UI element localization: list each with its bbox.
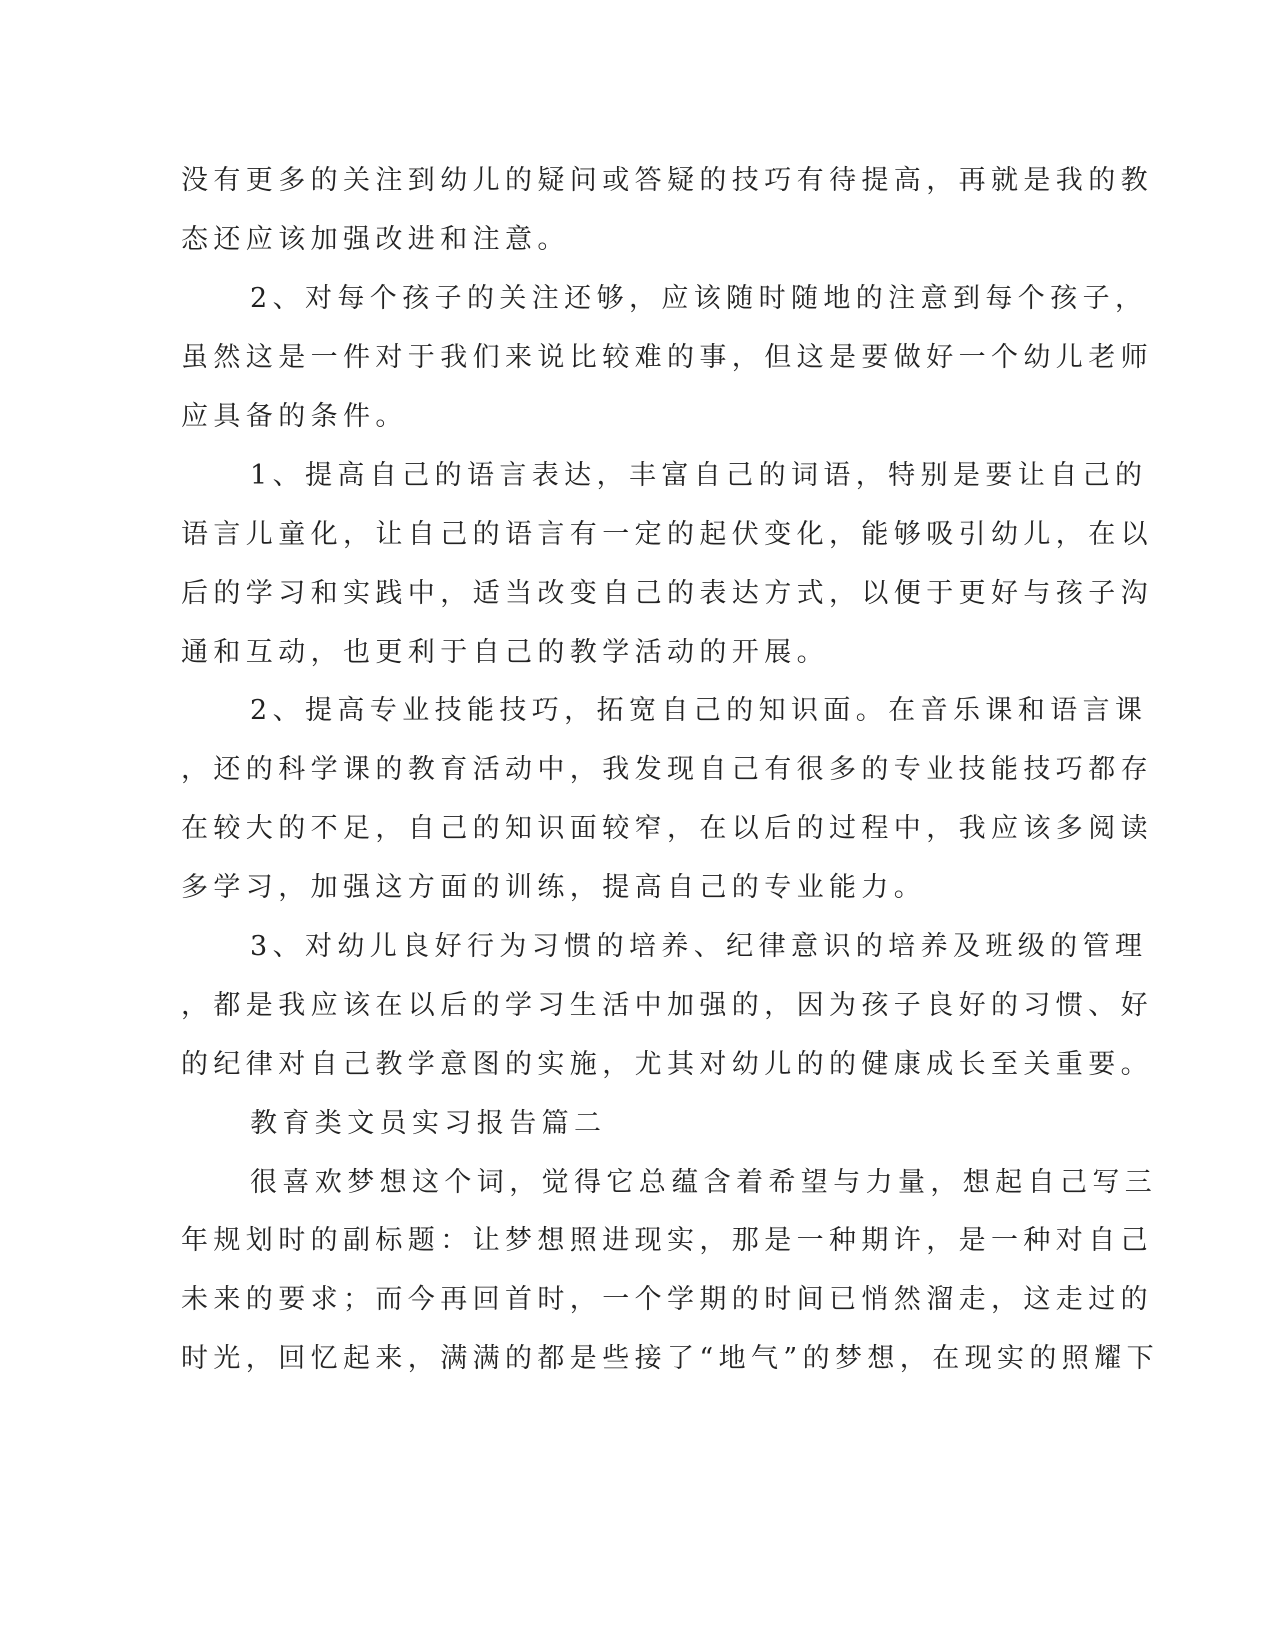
text-line: ，还的科学课的教育活动中，我发现自己有很多的专业技能技巧都存 — [181, 754, 1153, 785]
text-line: 时光，回忆起来，满满的都是些接了“地气”的梦想，在现实的照耀下 — [181, 1343, 1160, 1374]
text-line: 很喜欢梦想这个词，觉得它总蕴含着希望与力量，想起自己写三 — [250, 1167, 1158, 1198]
text-line: 年规划时的副标题：让梦想照进现实，那是一种期许，是一种对自己 — [181, 1225, 1153, 1256]
text-line: 没有更多的关注到幼儿的疑问或答疑的技巧有待提高，再就是我的教 — [181, 165, 1153, 196]
text-line: 多学习，加强这方面的训练，提高自己的专业能力。 — [181, 872, 927, 903]
text-line: ，都是我应该在以后的学习生活中加强的，因为孩子良好的习惯、好 — [181, 990, 1153, 1021]
text-line: 态还应该加强改进和注意。 — [181, 224, 570, 255]
text-line: 的纪律对自己教学意图的实施，尤其对幼儿的的健康成长至关重要。 — [181, 1049, 1153, 1080]
text-line: 应具备的条件。 — [181, 401, 408, 432]
text-line: 语言儿童化，让自己的语言有一定的起伏变化，能够吸引幼儿，在以 — [181, 519, 1153, 550]
text-line: 2、提高专业技能技巧，拓宽自己的知识面。在音乐课和语言课 — [250, 695, 1148, 726]
text-line: 在较大的不足，自己的知识面较窄，在以后的过程中，我应该多阅读 — [181, 813, 1153, 844]
text-line: 后的学习和实践中，适当改变自己的表达方式，以便于更好与孩子沟 — [181, 578, 1153, 609]
text-line: 未来的要求；而今再回首时，一个学期的时间已悄然溜走，这走过的 — [181, 1284, 1153, 1315]
text-line: 1、提高自己的语言表达，丰富自己的词语，特别是要让自己的 — [250, 460, 1148, 491]
text-line: 通和互动，也更利于自己的教学活动的开展。 — [181, 637, 829, 668]
text-line: 2、对每个孩子的关注还够，应该随时随地的注意到每个孩子， — [250, 283, 1148, 314]
text-line: 虽然这是一件对于我们来说比较难的事，但这是要做好一个幼儿老师 — [181, 342, 1153, 373]
text-line: 3、对幼儿良好行为习惯的培养、纪律意识的培养及班级的管理 — [250, 931, 1148, 962]
section-heading: 教育类文员实习报告篇二 — [250, 1108, 607, 1139]
